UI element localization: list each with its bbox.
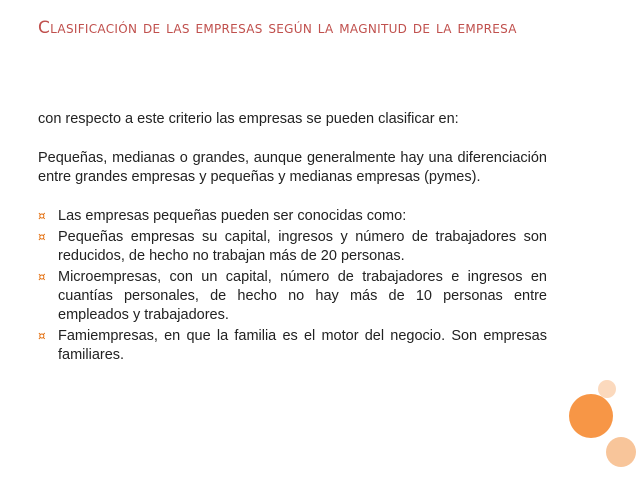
bullet-icon: ¤: [38, 209, 46, 223]
slide-body: [38, 110, 547, 367]
bullet-item: [38, 268, 547, 325]
bullet-item: [38, 228, 547, 266]
bullet-text: Famiempresas, en que la familia es el motor del negocio. Son empresas familiares.: [58, 328, 547, 363]
bullet-icon: ¤: [38, 270, 46, 284]
bullet-icon: ¤: [38, 230, 46, 244]
decorative-circle-large: [569, 394, 613, 438]
size-paragraph: Pequeñas, medianas o grandes, aunque generalmente hay una diferenciación entre grandes empresas y pequeñas y medianas empresas (pymes).: [38, 150, 547, 185]
bullet-text: Las empresas pequeñas pueden ser conocidas como:: [58, 208, 407, 224]
bullet-item: [38, 207, 547, 226]
intro-text: con respecto a este criterio las empresas se pueden clasificar en:: [38, 111, 459, 127]
slide-title: Clasificación de las empresas según la magnitud de la empresa: [38, 18, 517, 38]
bullet-item: [38, 327, 547, 365]
bullet-list: [38, 207, 547, 365]
bullet-text: Pequeñas empresas su capital, ingresos y número de trabajadores son reducidos, de hecho no trabajan más de 20 personas.: [58, 229, 547, 264]
bullet-icon: ¤: [38, 329, 46, 343]
bullet-text: Microempresas, con un capital, número de trabajadores e ingresos en cuantías personales, de hecho no hay más de 10 personas entre empleados y trabajadores.: [58, 269, 547, 323]
decorative-circle-medium: [606, 437, 636, 467]
